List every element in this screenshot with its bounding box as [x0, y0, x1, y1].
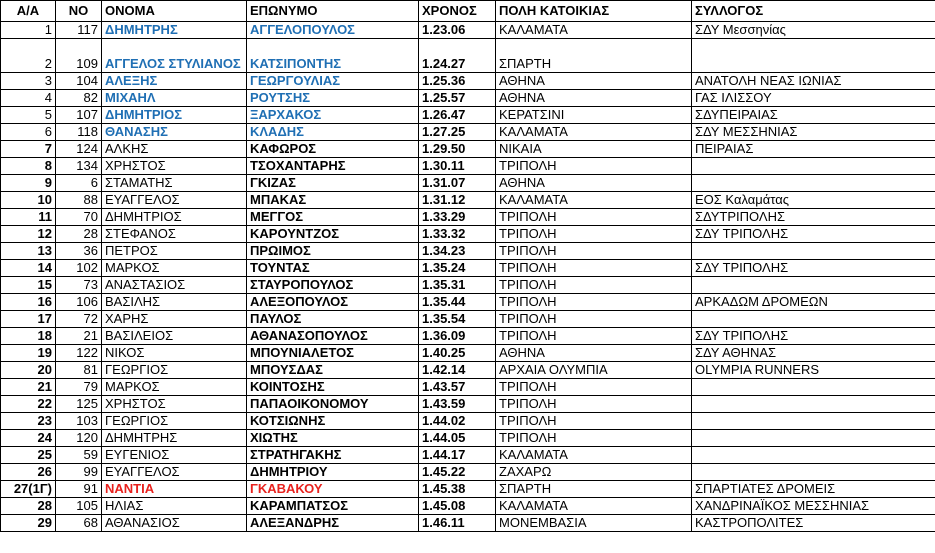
club-cell: ΣΔΥ ΤΡΙΠΟΛΗΣ [692, 260, 935, 277]
club-cell: ΣΔΥΠΕΙΡΑΙΑΣ [692, 107, 935, 124]
header-club: ΣΥΛΛΟΓΟΣ [692, 1, 935, 22]
position-cell: 7 [1, 141, 56, 158]
time-cell: 1.35.54 [419, 311, 496, 328]
city-cell: ΚΑΛΑΜΑΤΑ [496, 447, 692, 464]
bib-number-cell: 106 [56, 294, 102, 311]
first-name-cell: ΧΡΗΣΤΟΣ [102, 158, 247, 175]
bib-number-cell: 59 [56, 447, 102, 464]
club-cell [692, 413, 935, 430]
time-cell: 1.34.23 [419, 243, 496, 260]
bib-number-cell: 36 [56, 243, 102, 260]
bib-number-cell: 99 [56, 464, 102, 481]
bib-number-cell: 105 [56, 498, 102, 515]
time-cell: 1.29.50 [419, 141, 496, 158]
bib-number-cell: 72 [56, 311, 102, 328]
city-cell: ΤΡΙΠΟΛΗ [496, 396, 692, 413]
bib-number-cell: 79 [56, 379, 102, 396]
city-cell: ΑΘΗΝΑ [496, 73, 692, 90]
time-cell: 1.44.17 [419, 447, 496, 464]
table-row [1, 447, 935, 464]
surname-cell: ΜΕΓΓΟΣ [247, 209, 419, 226]
city-cell: ΤΡΙΠΟΛΗ [496, 311, 692, 328]
time-cell: 1.42.14 [419, 362, 496, 379]
surname-cell: ΣΤΡΑΤΗΓΑΚΗΣ [247, 447, 419, 464]
surname-cell: ΑΘΑΝΑΣΟΠΟΥΛΟΣ [247, 328, 419, 345]
first-name-cell: ΝΙΚΟΣ [102, 345, 247, 362]
position-cell: 18 [1, 328, 56, 345]
position-cell: 11 [1, 209, 56, 226]
time-cell: 1.35.24 [419, 260, 496, 277]
first-name-cell: ΣΤΕΦΑΝΟΣ [102, 226, 247, 243]
city-cell: ΑΘΗΝΑ [496, 90, 692, 107]
table-row [1, 498, 935, 515]
time-cell: 1.45.08 [419, 498, 496, 515]
position-cell: 10 [1, 192, 56, 209]
city-cell: ΤΡΙΠΟΛΗ [496, 379, 692, 396]
first-name-cell: ΑΛΕΞΗΣ [102, 73, 247, 90]
first-name-cell: ΜΑΡΚΟΣ [102, 379, 247, 396]
time-cell: 1.43.57 [419, 379, 496, 396]
club-cell [692, 464, 935, 481]
first-name-cell: ΑΓΓΕΛΟΣ ΣΤΥΛΙΑΝΟΣ [102, 39, 247, 73]
first-name-cell: ΠΕΤΡΟΣ [102, 243, 247, 260]
table-row [1, 260, 935, 277]
club-cell: ΚΑΣΤΡΟΠΟΛΙΤΕΣ [692, 515, 935, 532]
bib-number-cell: 125 [56, 396, 102, 413]
surname-cell: ΚΑΤΣΙΠΟΝΤΗΣ [247, 39, 419, 73]
city-cell: ΤΡΙΠΟΛΗ [496, 260, 692, 277]
club-cell: ΣΔΥ ΤΡΙΠΟΛΗΣ [692, 328, 935, 345]
club-cell [692, 430, 935, 447]
surname-cell: ΚΑΡΟΥΝΤΖΟΣ [247, 226, 419, 243]
bib-number-cell: 104 [56, 73, 102, 90]
table-row [1, 73, 935, 90]
city-cell: ΑΡΧΑΙΑ ΟΛΥΜΠΙΑ [496, 362, 692, 379]
club-cell: ΣΔΥ ΤΡΙΠΟΛΗΣ [692, 226, 935, 243]
time-cell: 1.45.22 [419, 464, 496, 481]
position-cell: 15 [1, 277, 56, 294]
club-cell: OLYMPIA RUNNERS [692, 362, 935, 379]
position-cell: 20 [1, 362, 56, 379]
bib-number-cell: 68 [56, 515, 102, 532]
club-cell [692, 277, 935, 294]
time-cell: 1.33.32 [419, 226, 496, 243]
surname-cell: ΚΛΑΔΗΣ [247, 124, 419, 141]
bib-number-cell: 118 [56, 124, 102, 141]
club-cell [692, 447, 935, 464]
table-row [1, 277, 935, 294]
table-row [1, 481, 935, 498]
first-name-cell: ΑΛΚΗΣ [102, 141, 247, 158]
table-row [1, 107, 935, 124]
header-aa: Α/Α [1, 1, 56, 22]
first-name-cell: ΧΡΗΣΤΟΣ [102, 396, 247, 413]
header-name: ΟΝΟΜΑ [102, 1, 247, 22]
city-cell: ΚΑΛΑΜΑΤΑ [496, 192, 692, 209]
club-cell: ΑΝΑΤΟΛΗ ΝΕΑΣ ΙΩΝΙΑΣ [692, 73, 935, 90]
time-cell: 1.40.25 [419, 345, 496, 362]
bib-number-cell: 91 [56, 481, 102, 498]
city-cell: ΤΡΙΠΟΛΗ [496, 158, 692, 175]
table-row [1, 226, 935, 243]
club-cell: ΧΑΝΔΡΙΝΑΪΚΟΣ ΜΕΣΣΗΝΙΑΣ [692, 498, 935, 515]
surname-cell: ΚΟΤΣΙΩΝΗΣ [247, 413, 419, 430]
table-row [1, 294, 935, 311]
surname-cell: ΣΤΑΥΡΟΠΟΥΛΟΣ [247, 277, 419, 294]
bib-number-cell: 88 [56, 192, 102, 209]
surname-cell: ΓΚΙΖΑΣ [247, 175, 419, 192]
table-row [1, 379, 935, 396]
club-cell: ΣΔΥ Μεσσηνίας [692, 22, 935, 39]
time-cell: 1.26.47 [419, 107, 496, 124]
club-cell [692, 243, 935, 260]
table-row [1, 243, 935, 260]
position-cell: 29 [1, 515, 56, 532]
first-name-cell: ΜΑΡΚΟΣ [102, 260, 247, 277]
table-row [1, 328, 935, 345]
city-cell: ΝΙΚΑΙΑ [496, 141, 692, 158]
bib-number-cell: 21 [56, 328, 102, 345]
city-cell: ΑΘΗΝΑ [496, 345, 692, 362]
club-cell: ΣΔΥ ΑΘΗΝΑΣ [692, 345, 935, 362]
header-city: ΠΟΛΗ ΚΑΤΟΙΚΙΑΣ [496, 1, 692, 22]
bib-number-cell: 82 [56, 90, 102, 107]
first-name-cell: ΔΗΜΗΤΡΗΣ [102, 430, 247, 447]
city-cell: ΤΡΙΠΟΛΗ [496, 328, 692, 345]
city-cell: ΤΡΙΠΟΛΗ [496, 277, 692, 294]
position-cell: 1 [1, 22, 56, 39]
city-cell: ΣΠΑΡΤΗ [496, 39, 692, 73]
bib-number-cell: 102 [56, 260, 102, 277]
first-name-cell: ΔΗΜΗΤΡΙΟΣ [102, 107, 247, 124]
table-row [1, 430, 935, 447]
city-cell: ΚΕΡΑΤΣΙΝΙ [496, 107, 692, 124]
table-row [1, 311, 935, 328]
club-cell [692, 379, 935, 396]
bib-number-cell: 117 [56, 22, 102, 39]
bib-number-cell: 28 [56, 226, 102, 243]
position-cell: 23 [1, 413, 56, 430]
city-cell: ΤΡΙΠΟΛΗ [496, 209, 692, 226]
city-cell: ΤΡΙΠΟΛΗ [496, 430, 692, 447]
surname-cell: ΤΟΥΝΤΑΣ [247, 260, 419, 277]
time-cell: 1.30.11 [419, 158, 496, 175]
time-cell: 1.27.25 [419, 124, 496, 141]
surname-cell: ΓΚΑΒΑΚΟΥ [247, 481, 419, 498]
surname-cell: ΔΗΜΗΤΡΙΟΥ [247, 464, 419, 481]
bib-number-cell: 6 [56, 175, 102, 192]
position-cell: 2 [1, 39, 56, 73]
position-cell: 19 [1, 345, 56, 362]
position-cell: 9 [1, 175, 56, 192]
header-no: ΝΟ [56, 1, 102, 22]
city-cell: ΚΑΛΑΜΑΤΑ [496, 124, 692, 141]
bib-number-cell: 120 [56, 430, 102, 447]
first-name-cell: ΑΘΑΝΑΣΙΟΣ [102, 515, 247, 532]
club-cell [692, 396, 935, 413]
surname-cell: ΚΟΙΝΤΟΣΗΣ [247, 379, 419, 396]
bib-number-cell: 81 [56, 362, 102, 379]
table-row [1, 362, 935, 379]
header-row [1, 1, 935, 22]
bib-number-cell: 73 [56, 277, 102, 294]
table-row [1, 175, 935, 192]
surname-cell: ΜΠΟΥΝΙΑΛΕΤΟΣ [247, 345, 419, 362]
position-cell: 4 [1, 90, 56, 107]
table-row [1, 345, 935, 362]
club-cell [692, 158, 935, 175]
first-name-cell: ΣΤΑΜΑΤΗΣ [102, 175, 247, 192]
bib-number-cell: 103 [56, 413, 102, 430]
position-cell: 22 [1, 396, 56, 413]
surname-cell: ΑΛΕΞΑΝΔΡΗΣ [247, 515, 419, 532]
first-name-cell: ΔΗΜΗΤΡΗΣ [102, 22, 247, 39]
city-cell: ΤΡΙΠΟΛΗ [496, 226, 692, 243]
table-row [1, 192, 935, 209]
position-cell: 24 [1, 430, 56, 447]
club-cell: ΠΕΙΡΑΙΑΣ [692, 141, 935, 158]
header-time: ΧΡΟΝΟΣ [419, 1, 496, 22]
surname-cell: ΜΠΟΥΣΔΑΣ [247, 362, 419, 379]
first-name-cell: ΕΥΑΓΓΕΛΟΣ [102, 192, 247, 209]
club-cell [692, 39, 935, 73]
table-row [1, 464, 935, 481]
surname-cell: ΑΓΓΕΛΟΠΟΥΛΟΣ [247, 22, 419, 39]
city-cell: ΣΠΑΡΤΗ [496, 481, 692, 498]
surname-cell: ΞΑΡΧΑΚΟΣ [247, 107, 419, 124]
table-row [1, 141, 935, 158]
first-name-cell: ΑΝΑΣΤΑΣΙΟΣ [102, 277, 247, 294]
first-name-cell: ΝΑΝΤΙΑ [102, 481, 247, 498]
time-cell: 1.46.11 [419, 515, 496, 532]
city-cell: ΖΑΧΑΡΩ [496, 464, 692, 481]
first-name-cell: ΔΗΜΗΤΡΙΟΣ [102, 209, 247, 226]
table-row [1, 124, 935, 141]
position-cell: 28 [1, 498, 56, 515]
club-cell: ΑΡΚΑΔΩΜ ΔΡΟΜΕΩΝ [692, 294, 935, 311]
surname-cell: ΠΑΠΑΟΙΚΟΝΟΜΟΥ [247, 396, 419, 413]
surname-cell: ΠΡΩΙΜΟΣ [247, 243, 419, 260]
time-cell: 1.33.29 [419, 209, 496, 226]
club-cell [692, 175, 935, 192]
table-row [1, 158, 935, 175]
surname-cell: ΧΙΩΤΗΣ [247, 430, 419, 447]
first-name-cell: ΓΕΩΡΓΙΟΣ [102, 413, 247, 430]
position-cell: 6 [1, 124, 56, 141]
city-cell: ΤΡΙΠΟΛΗ [496, 243, 692, 260]
time-cell: 1.44.05 [419, 430, 496, 447]
time-cell: 1.31.12 [419, 192, 496, 209]
position-cell: 8 [1, 158, 56, 175]
first-name-cell: ΓΕΩΡΓΙΟΣ [102, 362, 247, 379]
surname-cell: ΓΕΩΡΓΟΥΛΙΑΣ [247, 73, 419, 90]
city-cell: ΑΘΗΝΑ [496, 175, 692, 192]
surname-cell: ΤΣΟΧΑΝΤΑΡΗΣ [247, 158, 419, 175]
position-cell: 16 [1, 294, 56, 311]
surname-cell: ΡΟΥΤΣΗΣ [247, 90, 419, 107]
surname-cell: ΑΛΕΞΟΠΟΥΛΟΣ [247, 294, 419, 311]
bib-number-cell: 109 [56, 39, 102, 73]
time-cell: 1.43.59 [419, 396, 496, 413]
time-cell: 1.45.38 [419, 481, 496, 498]
city-cell: ΤΡΙΠΟΛΗ [496, 294, 692, 311]
surname-cell: ΠΑΥΛΟΣ [247, 311, 419, 328]
position-cell: 25 [1, 447, 56, 464]
table-row [1, 515, 935, 532]
first-name-cell: ΜΙΧΑΗΛ [102, 90, 247, 107]
club-cell: ΣΔΥΤΡΙΠΟΛΗΣ [692, 209, 935, 226]
position-cell: 14 [1, 260, 56, 277]
first-name-cell: ΗΛΙΑΣ [102, 498, 247, 515]
position-cell: 5 [1, 107, 56, 124]
surname-cell: ΜΠΑΚΑΣ [247, 192, 419, 209]
time-cell: 1.35.44 [419, 294, 496, 311]
first-name-cell: ΧΑΡΗΣ [102, 311, 247, 328]
time-cell: 1.24.27 [419, 39, 496, 73]
city-cell: ΚΑΛΑΜΑΤΑ [496, 498, 692, 515]
time-cell: 1.44.02 [419, 413, 496, 430]
table-row [1, 39, 935, 73]
club-cell: ΣΠΑΡΤΙΑΤΕΣ ΔΡΟΜΕΙΣ [692, 481, 935, 498]
bib-number-cell: 122 [56, 345, 102, 362]
first-name-cell: ΕΥΑΓΓΕΛΟΣ [102, 464, 247, 481]
city-cell: ΚΑΛΑΜΑΤΑ [496, 22, 692, 39]
club-cell: ΣΔΥ ΜΕΣΣΗΝΙΑΣ [692, 124, 935, 141]
position-cell: 3 [1, 73, 56, 90]
first-name-cell: ΘΑΝΑΣΗΣ [102, 124, 247, 141]
table-row [1, 22, 935, 39]
bib-number-cell: 134 [56, 158, 102, 175]
time-cell: 1.25.36 [419, 73, 496, 90]
bib-number-cell: 107 [56, 107, 102, 124]
club-cell [692, 311, 935, 328]
city-cell: ΜΟΝΕΜΒΑΣΙΑ [496, 515, 692, 532]
header-surname: ΕΠΩΝΥΜΟ [247, 1, 419, 22]
position-cell: 27(1Γ) [1, 481, 56, 498]
time-cell: 1.25.57 [419, 90, 496, 107]
table-row [1, 413, 935, 430]
table-row [1, 396, 935, 413]
position-cell: 12 [1, 226, 56, 243]
first-name-cell: ΒΑΣΙΛΗΣ [102, 294, 247, 311]
table-row [1, 209, 935, 226]
position-cell: 13 [1, 243, 56, 260]
club-cell: ΓΑΣ ΙΛΙΣΣΟΥ [692, 90, 935, 107]
first-name-cell: ΒΑΣΙΛΕΙΟΣ [102, 328, 247, 345]
results-body [1, 22, 935, 532]
position-cell: 21 [1, 379, 56, 396]
position-cell: 17 [1, 311, 56, 328]
position-cell: 26 [1, 464, 56, 481]
bib-number-cell: 70 [56, 209, 102, 226]
time-cell: 1.36.09 [419, 328, 496, 345]
time-cell: 1.23.06 [419, 22, 496, 39]
table-row [1, 90, 935, 107]
first-name-cell: ΕΥΓΕΝΙΟΣ [102, 447, 247, 464]
city-cell: ΤΡΙΠΟΛΗ [496, 413, 692, 430]
time-cell: 1.35.31 [419, 277, 496, 294]
bib-number-cell: 124 [56, 141, 102, 158]
time-cell: 1.31.07 [419, 175, 496, 192]
club-cell: ΕΟΣ Καλαμάτας [692, 192, 935, 209]
surname-cell: ΚΑΦΩΡΟΣ [247, 141, 419, 158]
surname-cell: ΚΑΡΑΜΠΑΤΣΟΣ [247, 498, 419, 515]
